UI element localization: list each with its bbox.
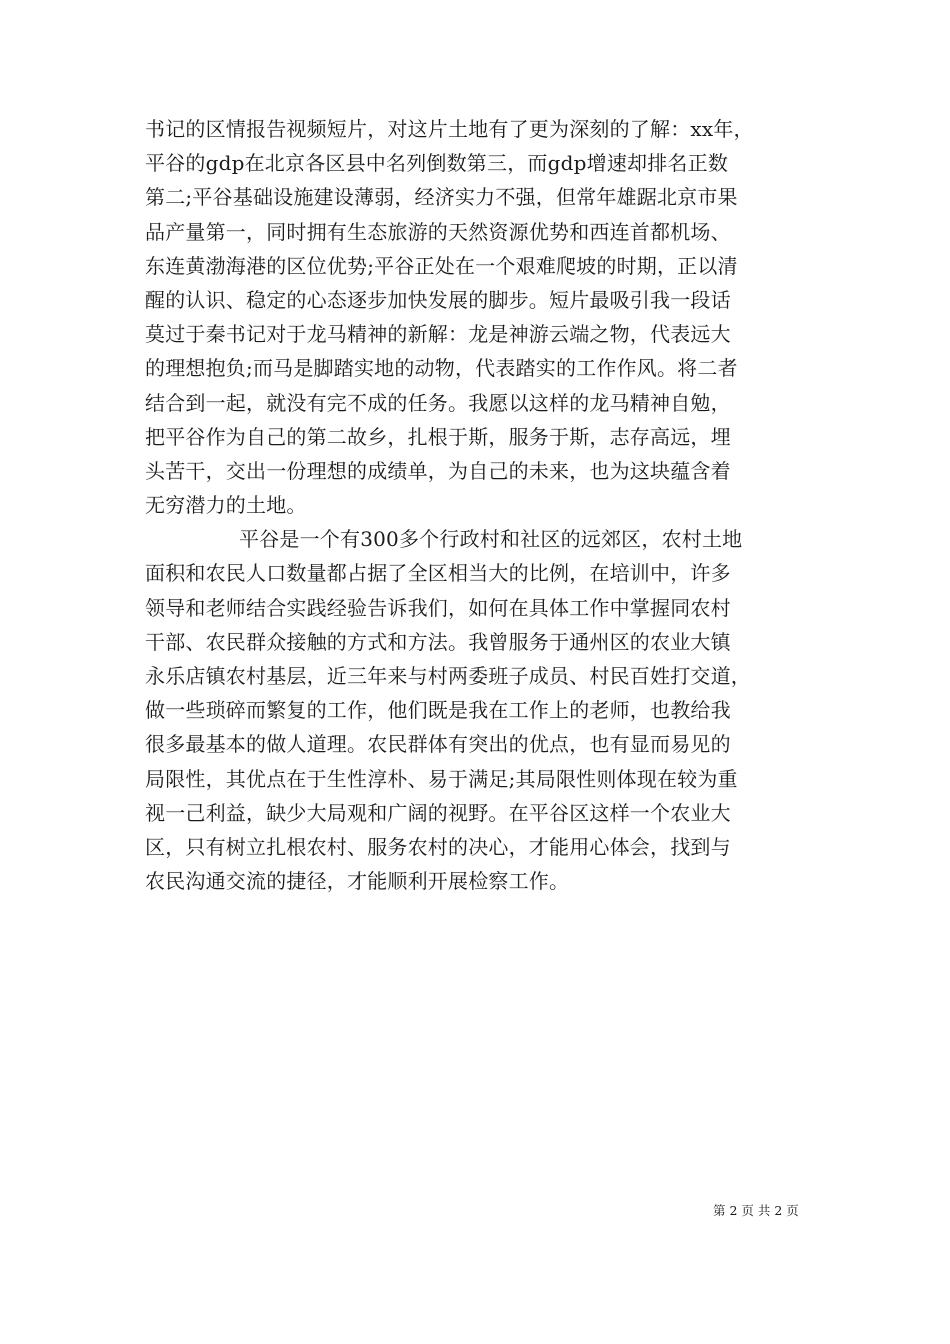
text-line: 做一些琐碎而繁复的工作，他们既是我在工作上的老师，也教给我 [145,698,731,723]
text-line: 区，只有树立扎根农村、服务农村的决心，才能用心体会，找到与 [145,834,731,859]
text-line: 把平谷作为自己的第二故乡，扎根于斯，服务于斯，志存高远，埋 [145,424,731,449]
text-line: 领导和老师结合实践经验告诉我们，如何在具体工作中掌握同农村 [145,595,731,620]
text-line: 第二;平谷基础设施建设薄弱，经济实力不强，但常年雄踞北京市果 [145,185,738,210]
text-line: 永乐店镇农村基层，近三年来与村两委班子成员、村民百姓打交道， [145,664,751,688]
text-line: 结合到一起，就没有完不成的任务。我愿以这样的龙马精神自勉， [145,390,731,415]
text-line: 书记的区情报告视频短片，对这片土地有了更为深刻的了解：xx年， [145,117,754,141]
text-line: 视一己利益，缺少大局观和广阔的视野。在平谷区这样一个农业大 [145,800,731,825]
text-line: 品产量第一，同时拥有生态旅游的天然资源优势和西连首都机场、 [145,219,731,244]
paragraph-1 [145,112,805,522]
text-line: 的理想抱负;而马是脚踏实地的动物，代表踏实的工作作风。将二者 [145,356,738,381]
text-line: 农民沟通交流的捷径，才能顺利开展检察工作。 [145,869,570,894]
paragraph-2 [145,522,805,898]
text-line: 干部、农民群众接触的方式和方法。我曾服务于通州区的农业大镇 [145,629,731,654]
text-line: 无穷潜力的土地。 [145,493,307,518]
text-line: 莫过于秦书记对于龙马精神的新解：龙是神游云端之物，代表远大 [145,322,731,347]
text-line: 醒的认识、稳定的心态逐步加快发展的脚步。短片最吸引我一段话 [145,287,731,312]
text-line: 平谷是一个有300多个行政村和社区的远郊区，农村土地 [239,527,743,552]
text-line: 东连黄渤海港的区位优势;平谷正处在一个艰难爬坡的时期，正以清 [145,253,738,278]
text-line: 局限性，其优点在于生性淳朴、易于满足;其局限性则体现在较为重 [145,766,738,791]
document-body [145,112,805,898]
text-line: 很多最基本的做人道理。农民群体有突出的优点，也有显而易见的 [145,732,731,757]
text-line: 平谷的gdp在北京各区县中名列倒数第三，而gdp增速却排名正数 [145,151,729,176]
page-number: 第 2 页 共 2 页 [713,1203,799,1218]
text-line: 面积和农民人口数量都占据了全区相当大的比例，在培训中，许多 [145,561,731,586]
text-line: 头苦干，交出一份理想的成绩单，为自己的未来，也为这块蕴含着 [145,458,731,483]
